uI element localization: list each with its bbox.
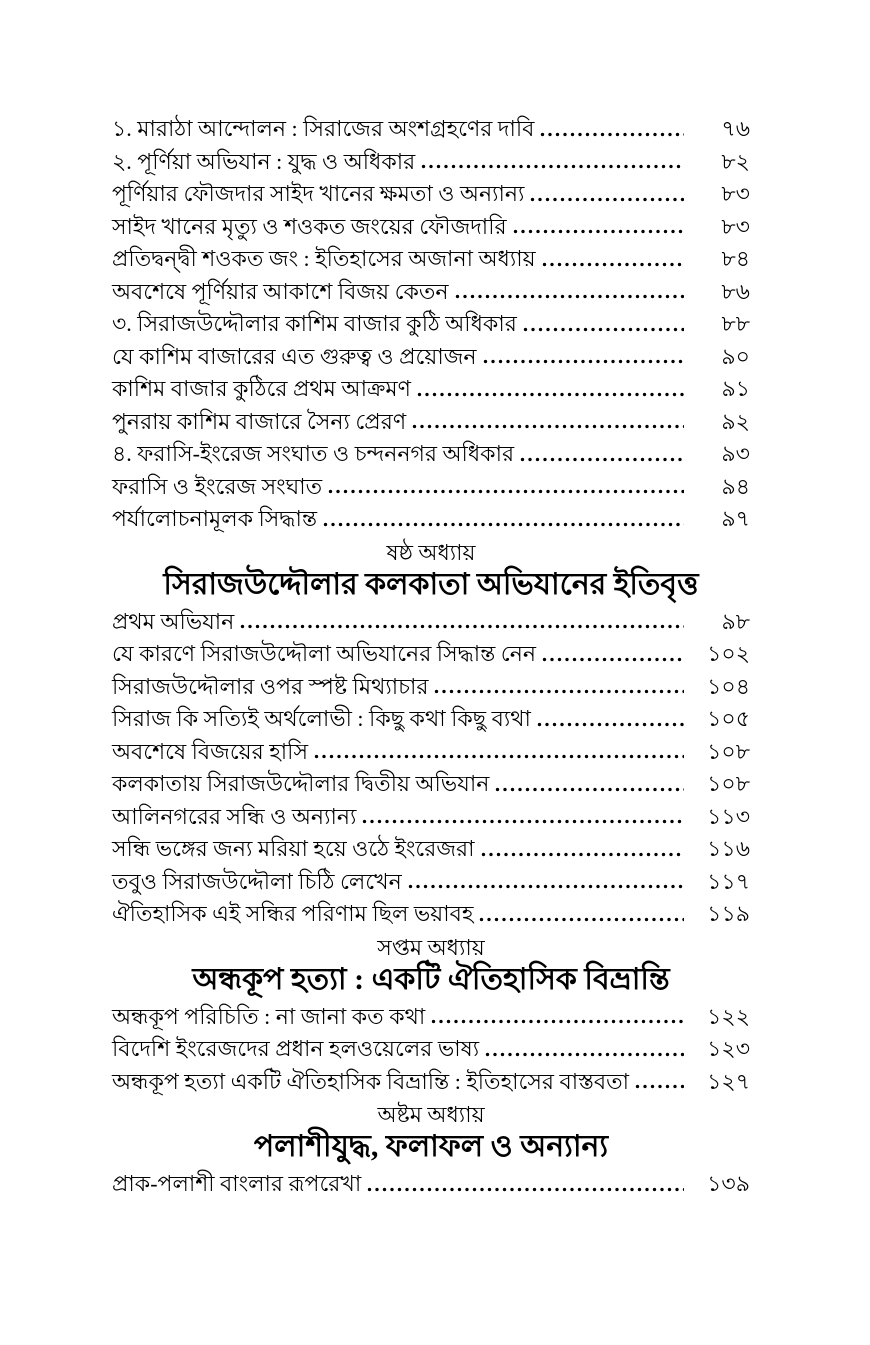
dot-leader — [455, 294, 684, 299]
toc-entry-page: ১১৬ — [707, 836, 750, 861]
dot-leader — [417, 392, 684, 397]
toc-entry — [112, 1063, 750, 1096]
dot-leader — [481, 852, 685, 857]
toc-entry — [112, 175, 750, 208]
dot-leader — [314, 754, 684, 759]
toc-entry — [112, 733, 750, 766]
dot-leader — [520, 457, 684, 462]
toc-entry-page: ৯৪ — [721, 473, 750, 499]
chapter-title: অন্ধকূপ হত্যা : একটি ঐতিহাসিক বিভ্রান্তি — [192, 962, 670, 996]
toc-entry — [112, 1030, 750, 1063]
toc-entry-page: ৮৬ — [721, 278, 750, 304]
toc-entry-title: সিরাজউদ্দৌলার ওপর স্পষ্ট মিথ্যাচার — [112, 673, 429, 699]
toc-entry — [112, 370, 750, 403]
toc-section — [112, 1101, 750, 1198]
toc-entry-title: ফরাসি ও ইংরেজ সংঘাত — [112, 473, 323, 499]
dot-leader — [495, 787, 684, 792]
entry-list — [112, 110, 750, 533]
toc-entry-page: ১০৮ — [707, 738, 750, 764]
toc-entry-title: অন্ধকূপ হত্যা একটি ঐতিহাসিক বিভ্রান্তি : ইতিহাসের বাস্তবতা — [112, 1068, 630, 1094]
toc-entry-title: অন্ধকূপ পরিচিতি : না জানা কত কথা — [112, 1003, 426, 1029]
dot-leader — [483, 359, 684, 364]
toc-entry — [112, 798, 750, 831]
toc-entry — [112, 240, 750, 273]
toc-entry-title: কলকাতায় সিরাজউদ্দৌলার দ্বিতীয় অভিযান — [112, 771, 490, 796]
dot-leader — [240, 624, 684, 629]
dot-leader — [431, 1019, 684, 1024]
dot-leader — [513, 229, 684, 234]
chapter-title: সিরাজউদ্দৌলার কলকাতা অভিযানের ইতিবৃত্ত — [163, 567, 699, 601]
dot-leader — [540, 132, 684, 137]
toc-entry-page: ১৩৯ — [707, 1171, 750, 1196]
toc-entry-title: যে কাশিম বাজারের এত গুরুত্ব ও প্রয়োজন — [112, 343, 477, 369]
toc-section — [112, 539, 750, 928]
toc-entry-page: ৯৭ — [721, 506, 750, 531]
toc-entry — [112, 895, 750, 928]
toc-entry-page: ১০২ — [707, 641, 750, 666]
dot-leader — [421, 164, 684, 169]
toc-entry-title: আলিনগরের সন্ধি ও অন্যান্য — [112, 803, 357, 829]
entry-list — [112, 603, 750, 928]
toc-entry — [112, 338, 750, 371]
dot-leader — [537, 722, 684, 727]
chapter-title: পলাশীযুদ্ধ, ফলাফল ও অন্যান্য — [253, 1130, 609, 1163]
toc-entry — [112, 668, 750, 701]
toc-entry-title: ৩. সিরাজউদ্দৌলার কাশিম বাজার কুঠি অধিকার — [112, 311, 517, 336]
toc-entry — [112, 700, 750, 733]
toc-entry-page: ৮৪ — [721, 246, 750, 271]
toc-entry-title: প্রথম অভিযান — [112, 608, 235, 634]
toc-entry-page: ১১৯ — [707, 901, 750, 926]
toc-entry — [112, 500, 750, 533]
dot-leader — [479, 917, 684, 922]
dot-leader — [523, 327, 684, 332]
toc-entry — [112, 208, 750, 241]
toc-entry-title: যে কারণে সিরাজউদ্দৌলা অভিযানের সিদ্ধান্ত নেন — [112, 641, 536, 666]
toc-entry-title: বিদেশি ইংরেজদের প্রধান হলওয়েলের ভাষ্য — [112, 1036, 480, 1061]
toc-entry — [112, 110, 750, 143]
toc-entry-title: ৪. ফরাসি-ইংরেজ সংঘাত ও চন্দননগর অধিকার — [112, 441, 515, 466]
entry-list — [112, 1165, 750, 1198]
toc — [112, 110, 750, 1198]
toc-entry — [112, 305, 750, 338]
dot-leader — [530, 197, 684, 202]
toc-entry-page: ১১৩ — [707, 803, 750, 829]
toc-entry-page: ৯৩ — [721, 441, 750, 466]
toc-entry-title: অবশেষে পূর্ণিয়ার আকাশে বিজয় কেতন — [112, 278, 449, 304]
toc-entry-title: তবুও সিরাজউদ্দৌলা চিঠি লেখেন — [112, 868, 402, 894]
toc-entry-page: ১২২ — [707, 1003, 750, 1029]
dot-leader — [362, 819, 684, 824]
toc-entry — [112, 863, 750, 896]
dot-leader — [367, 1187, 684, 1192]
toc-entry-page: ৮২ — [721, 148, 750, 174]
toc-entry — [112, 998, 750, 1031]
toc-entry-page: ১১৭ — [707, 868, 750, 894]
toc-entry — [112, 403, 750, 436]
toc-entry — [112, 435, 750, 468]
toc-entry — [112, 1165, 750, 1198]
chapter-label: সপ্তম অধ্যায় — [377, 934, 485, 960]
toc-entry-page: ৯১ — [721, 376, 750, 401]
toc-entry-title: সন্ধি ভঙ্গের জন্য মরিয়া হয়ে ওঠে ইংরেজরা — [112, 836, 475, 861]
toc-entry — [112, 273, 750, 306]
dot-leader — [542, 657, 684, 662]
dot-leader — [412, 424, 684, 429]
toc-entry-page: ১০৪ — [707, 673, 750, 699]
toc-entry — [112, 635, 750, 668]
toc-entry-title: সাইদ খানের মৃত্যু ও শওকত জংয়ের ফৌজদারি — [112, 213, 507, 239]
toc-entry-page: ১০৮ — [707, 771, 750, 796]
toc-entry-title: প্রাক-পলাশী বাংলার রূপরেখা — [112, 1171, 362, 1196]
toc-entry-title: কাশিম বাজার কুঠিরে প্রথম আক্রমণ — [112, 376, 411, 401]
toc-entry — [112, 603, 750, 636]
toc-entry-page: ৯২ — [721, 408, 750, 434]
chapter-label: অষ্টম অধ্যায় — [377, 1102, 485, 1127]
toc-entry-page: ১০৫ — [707, 706, 750, 731]
dot-leader — [323, 522, 684, 527]
dot-leader — [542, 262, 684, 267]
toc-entry — [112, 830, 750, 863]
toc-entry-title: পুনরায় কাশিম বাজারে সৈন্য প্রেরণ — [112, 408, 407, 434]
toc-entry-title: ২. পূর্ণিয়া অভিযান : যুদ্ধ ও অধিকার — [112, 148, 416, 174]
dot-leader — [485, 1052, 684, 1057]
dot-leader — [328, 489, 684, 494]
toc-entry-page: ১২৭ — [707, 1068, 750, 1094]
toc-entry-title: অবশেষে বিজয়ের হাসি — [112, 738, 309, 764]
toc-entry-page: ৭৬ — [721, 116, 750, 141]
entry-list — [112, 998, 750, 1096]
toc-entry-page: ৮৩ — [721, 213, 750, 239]
toc-entry-title: ১. মারাঠা আন্দোলন : সিরাজের অংশগ্রহণের দাবি — [112, 116, 535, 141]
dot-leader — [408, 884, 684, 889]
toc-entry-page: ৯০ — [721, 343, 750, 369]
toc-entry-title: প্রতিদ্বন্দ্বী শওকত জং : ইতিহাসের অজানা অধ্যায় — [112, 246, 536, 271]
toc-entry-page: ৯৮ — [721, 608, 750, 634]
dot-leader — [635, 1084, 684, 1089]
toc-entry-title: পূর্ণিয়ার ফৌজদার সাইদ খানের ক্ষমতা ও অন্যান্য — [112, 181, 525, 206]
toc-entry-page: ৮৩ — [721, 181, 750, 206]
toc-entry — [112, 468, 750, 501]
toc-entry-title: ঐতিহাসিক এই সন্ধির পরিণাম ছিল ভয়াবহ — [112, 901, 474, 926]
toc-entry — [112, 143, 750, 176]
toc-section — [112, 110, 750, 533]
toc-entry-page: ১২৩ — [707, 1036, 750, 1061]
toc-section — [112, 934, 750, 1096]
toc-entry-page: ৮৮ — [721, 311, 750, 336]
toc-entry-title: সিরাজ কি সত্যিই অর্থলোভী : কিছু কথা কিছু ব্যথা — [112, 706, 531, 731]
chapter-label: ষষ্ঠ অধ্যায় — [386, 539, 476, 565]
toc-entry — [112, 765, 750, 798]
dot-leader — [434, 689, 684, 694]
toc-entry-title: পর্যালোচনামূলক সিদ্ধান্ত — [112, 506, 317, 531]
